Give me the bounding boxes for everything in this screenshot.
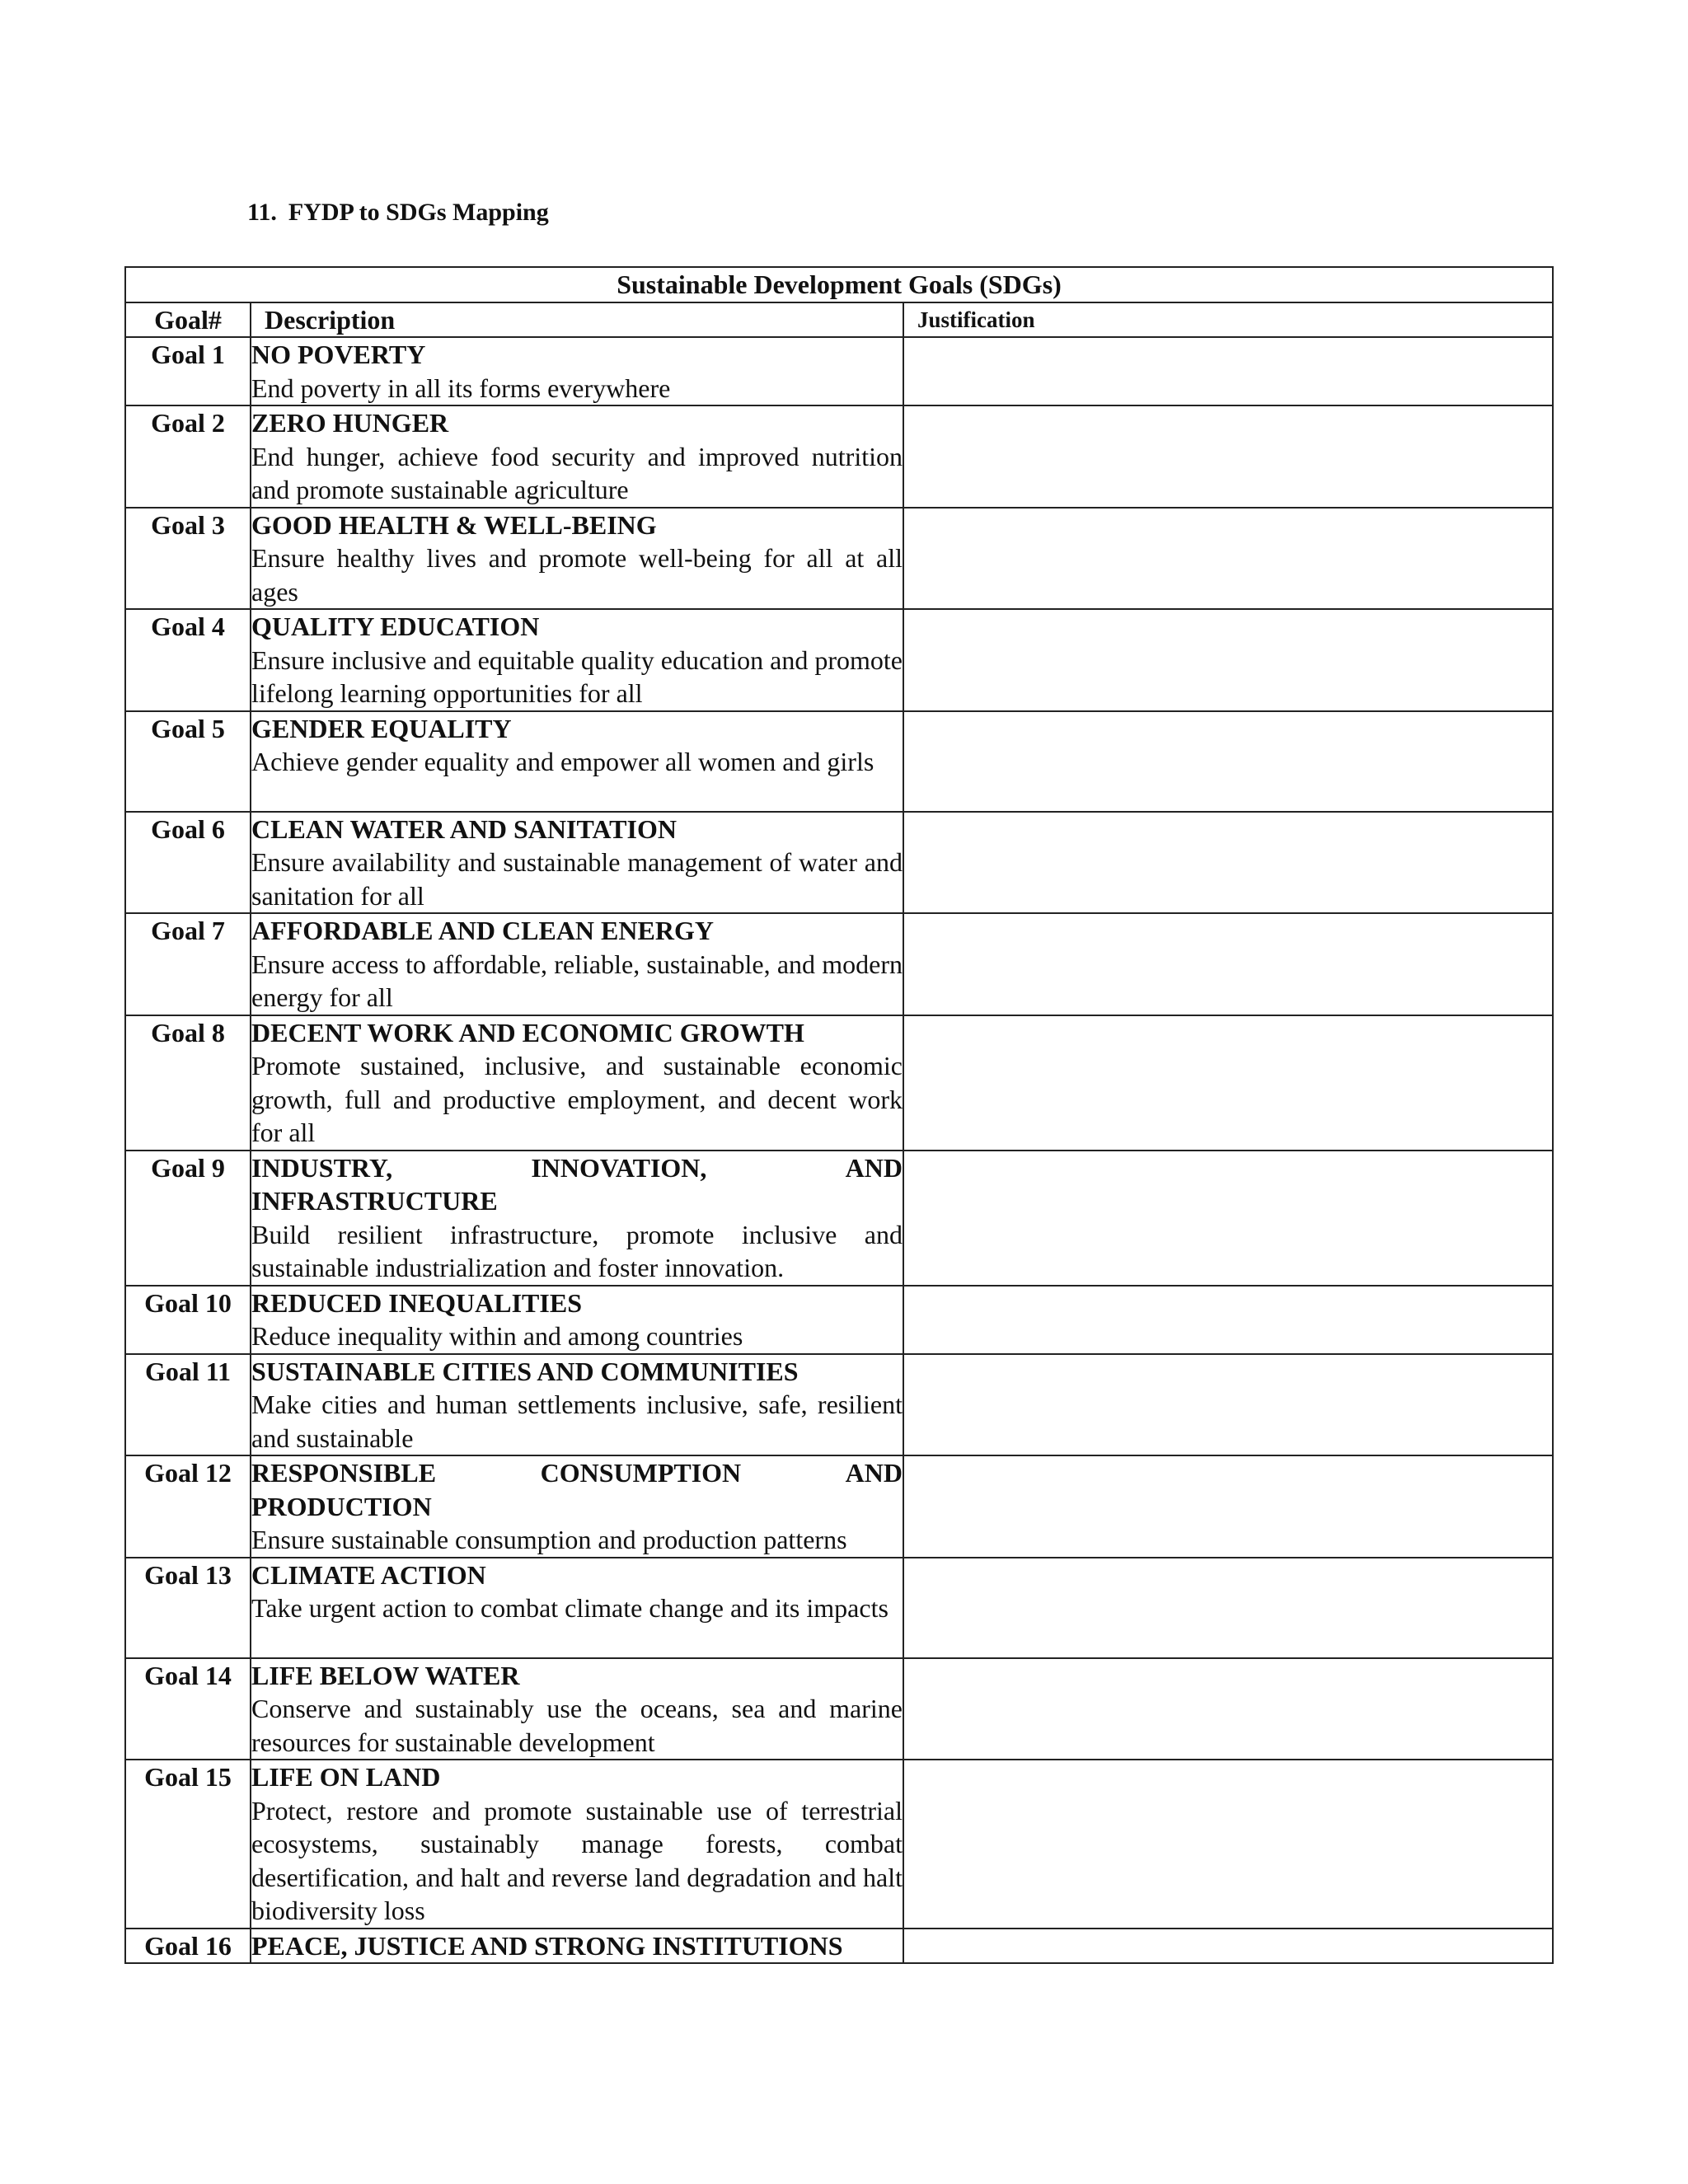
table-row [125,1558,1553,1658]
goal-text: End poverty in all its forms everywhere [251,373,671,403]
justification-cell[interactable] [903,1558,1553,1658]
goal-text: Achieve gender equality and empower all women and girls [251,747,874,776]
goal-number: Goal 12 [125,1455,251,1558]
table-row [125,1151,1553,1286]
goal-description [251,405,903,508]
goal-description [251,337,903,405]
goal-description [251,1015,903,1151]
goal-text: Ensure availability and sustainable management of water and sanitation for all [251,847,903,911]
goal-name: CLIMATE ACTION [251,1559,486,1590]
goal-text: Make cities and human settlements inclusive, safe, resilient and sustainable [251,1390,903,1453]
table-row [125,812,1553,914]
table-row [125,1760,1553,1929]
goal-number: Goal 3 [125,508,251,610]
goal-name-continued: PRODUCTION [251,1491,432,1521]
table-row [125,508,1553,610]
table-title-row [125,267,1553,302]
goal-number: Goal 10 [125,1286,251,1354]
goal-text: Promote sustained, inclusive, and sustainable economic growth, full and productive employment, and decent work for all [251,1051,903,1147]
goal-name-part: AND [845,1152,903,1183]
table-row [125,1455,1553,1558]
justification-cell[interactable] [903,337,1553,405]
goal-name: GOOD HEALTH & WELL-BEING [251,509,657,540]
section-title: FYDP to SDGs Mapping [288,199,549,226]
justification-cell[interactable] [903,812,1553,914]
goal-description [251,609,903,711]
goal-description [251,1151,903,1286]
sdg-mapping-table [124,266,1554,1964]
goal-description [251,1558,903,1658]
goal-name: CLEAN WATER AND SANITATION [251,813,677,844]
goal-text: Ensure sustainable consumption and production patterns [251,1525,847,1554]
goal-number: Goal 16 [125,1929,251,1964]
goal-name: LIFE BELOW WATER [251,1660,520,1690]
justification-cell[interactable] [903,508,1553,610]
goal-name-part: INDUSTRY, [251,1152,393,1183]
goal-description [251,1760,903,1929]
table-row [125,1929,1553,1964]
justification-cell[interactable] [903,1015,1553,1151]
goal-name [251,1151,903,1185]
goal-description [251,711,903,812]
goal-name: QUALITY EDUCATION [251,612,540,641]
table-row [125,1354,1553,1456]
goal-number: Goal 6 [125,812,251,914]
goal-text: Take urgent action to combat climate change and its impacts [251,1593,889,1623]
justification-cell[interactable] [903,1354,1553,1456]
goal-description [251,1286,903,1354]
goal-name: LIFE ON LAND [251,1762,441,1792]
goal-number: Goal 7 [125,913,251,1015]
goal-name: DECENT WORK AND ECONOMIC GROWTH [251,1017,804,1047]
goal-number: Goal 13 [125,1558,251,1658]
goal-name: AFFORDABLE AND CLEAN ENERGY [251,916,714,945]
goal-description [251,1354,903,1456]
goal-name-part: RESPONSIBLE [251,1458,437,1488]
goal-name: GENDER EQUALITY [251,713,512,743]
justification-column-header: Justification [903,302,1553,338]
goal-number: Goal 15 [125,1760,251,1929]
goal-name [251,1456,903,1490]
goal-name: REDUCED INEQUALITIES [251,1287,582,1318]
goal-text: Ensure inclusive and equitable quality education and promote lifelong learning opportunities for all [251,644,903,708]
table-row [125,1015,1553,1151]
table-title: Sustainable Development Goals (SDGs) [125,267,1553,302]
justification-cell[interactable] [903,711,1553,812]
goal-text: Reduce inequality within and among countries [251,1321,743,1351]
table-row [125,711,1553,812]
justification-cell[interactable] [903,1658,1553,1760]
justification-cell[interactable] [903,405,1553,508]
goal-number: Goal 1 [125,337,251,405]
section-number: 11. [247,199,277,226]
goal-text: Conserve and sustainably use the oceans, sea and marine resources for sustainable development [251,1694,903,1757]
justification-cell[interactable] [903,913,1553,1015]
table-row [125,1286,1553,1354]
goal-name: ZERO HUNGER [251,408,449,438]
goal-text: Ensure access to affordable, reliable, sustainable, and modern energy for all [251,949,903,1012]
goal-number: Goal 9 [125,1151,251,1286]
goal-number: Goal 14 [125,1658,251,1760]
table-header-row [125,302,1553,338]
justification-cell[interactable] [903,1760,1553,1929]
goal-text: Build resilient infrastructure, promote inclusive and sustainable industrialization and foster innovation. [251,1219,903,1282]
goal-name-part: INNOVATION, [531,1152,707,1183]
table-row [125,1658,1553,1760]
table-row [125,913,1553,1015]
goal-name-part: AND [845,1458,903,1488]
goal-number: Goal 4 [125,609,251,711]
justification-cell[interactable] [903,1455,1553,1558]
goal-number: Goal 11 [125,1354,251,1456]
section-heading [247,196,549,229]
goal-name: NO POVERTY [251,340,426,369]
goal-description [251,1455,903,1558]
goal-description [251,812,903,914]
justification-cell[interactable] [903,1286,1553,1354]
goal-number: Goal 5 [125,711,251,812]
goal-name: PEACE, JUSTICE AND STRONG INSTITUTIONS [251,1930,843,1961]
justification-cell[interactable] [903,609,1553,711]
goal-description [251,1658,903,1760]
justification-cell[interactable] [903,1151,1553,1286]
goal-column-header: Goal# [125,302,251,338]
goal-name-part: CONSUMPTION [540,1458,742,1488]
goal-description [251,1929,903,1964]
table-row [125,337,1553,405]
goal-text: End hunger, achieve food security and improved nutrition and promote sustainable agriculture [251,441,903,504]
description-column-header: Description [251,302,903,338]
goal-name-continued: INFRASTRUCTURE [251,1186,498,1216]
goal-text: Ensure healthy lives and promote well-being for all at all ages [251,543,903,607]
goal-number: Goal 8 [125,1015,251,1151]
goal-text: Protect, restore and promote sustainable use of terrestrial ecosystems, sustainably manage forests, combat desertification, and halt and reverse land degradation and halt biodiversity loss [251,1795,903,1925]
goal-description [251,508,903,610]
table-row [125,405,1553,508]
goal-name: SUSTAINABLE CITIES AND COMMUNITIES [251,1356,799,1386]
goal-number: Goal 2 [125,405,251,508]
justification-cell[interactable] [903,1929,1553,1964]
goal-description [251,913,903,1015]
table-row [125,609,1553,711]
